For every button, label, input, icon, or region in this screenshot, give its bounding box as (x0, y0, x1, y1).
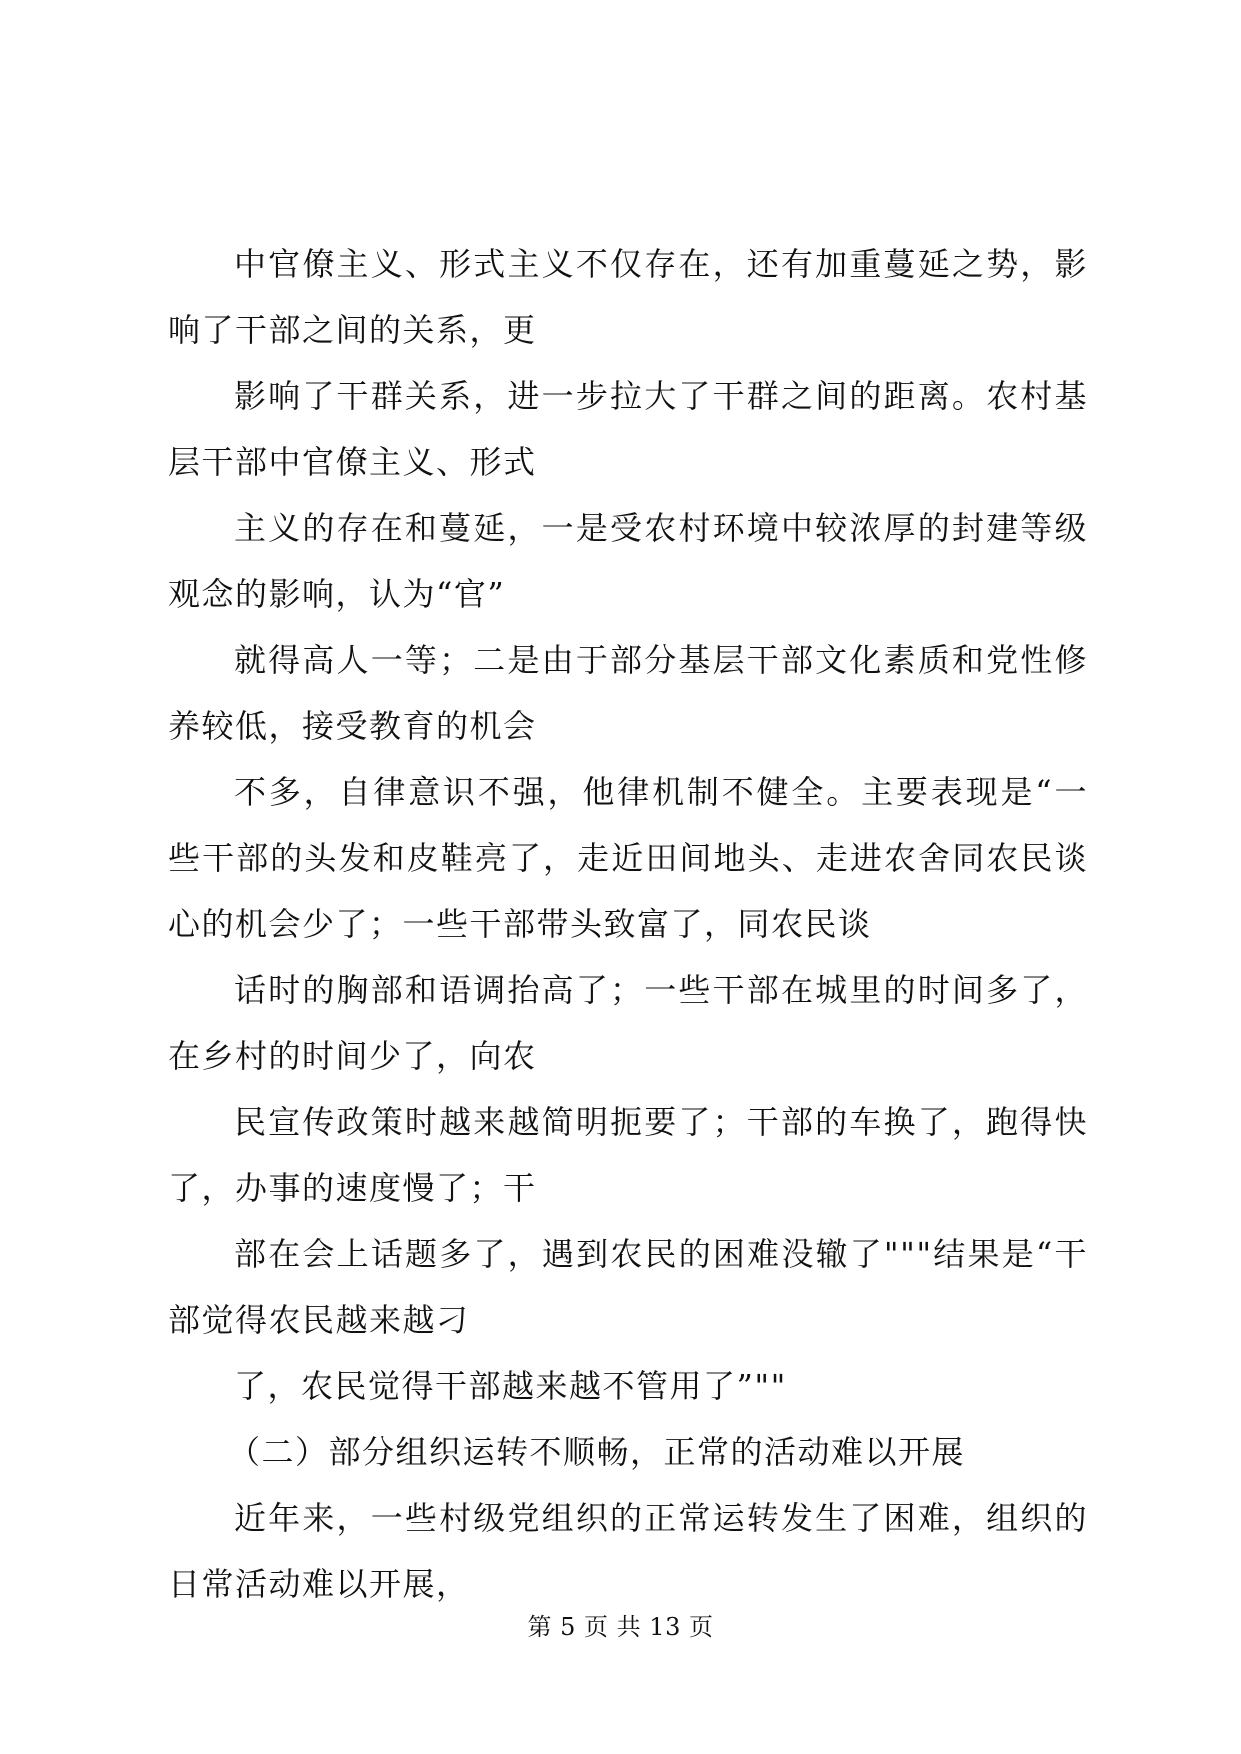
paragraph-4: 就得高人一等；二是由于部分基层干部文化素质和党性修养较低，接受教育的机会 (168, 641, 1088, 745)
paragraph-3: 主义的存在和蔓延，一是受农村环境中较浓厚的封建等级观念的影响，认为“官” (168, 509, 1088, 613)
paragraph-10: 近年来，一些村级党组织的正常运转发生了困难，组织的日常活动难以开展， (168, 1499, 1088, 1603)
paragraph-5: 不多，自律意识不强，他律机制不健全。主要表现是“一些干部的头发和皮鞋亮了，走近田间地头、走进农舍同农民谈心的机会少了；一些干部带头致富了，同农民谈 (168, 773, 1088, 943)
section-heading: （二）部分组织运转不顺畅，正常的活动难以开展 (228, 1433, 966, 1471)
paragraph-6: 话时的胸部和语调抬高了；一些干部在城里的时间多了，在乡村的时间少了，向农 (168, 971, 1088, 1075)
paragraph-7: 民宣传政策时越来越简明扼要了；干部的车换了，跑得快了，办事的速度慢了；干 (168, 1103, 1088, 1207)
page-number-footer: 第 5 页 共 13 页 (527, 1613, 714, 1641)
paragraph-2: 影响了干群关系，进一步拉大了干群之间的距离。农村基层干部中官僚主义、形式 (168, 377, 1088, 481)
paragraph-8: 部在会上话题多了，遇到农民的困难没辙了"""结果是“干部觉得农民越来越刁 (168, 1235, 1088, 1339)
paragraph-9: 了，农民觉得干部越来越不管用了”"" (234, 1367, 787, 1405)
paragraph-1: 中官僚主义、形式主义不仅存在，还有加重蔓延之势，影响了干部之间的关系，更 (168, 245, 1088, 349)
document-body (168, 231, 1088, 1617)
